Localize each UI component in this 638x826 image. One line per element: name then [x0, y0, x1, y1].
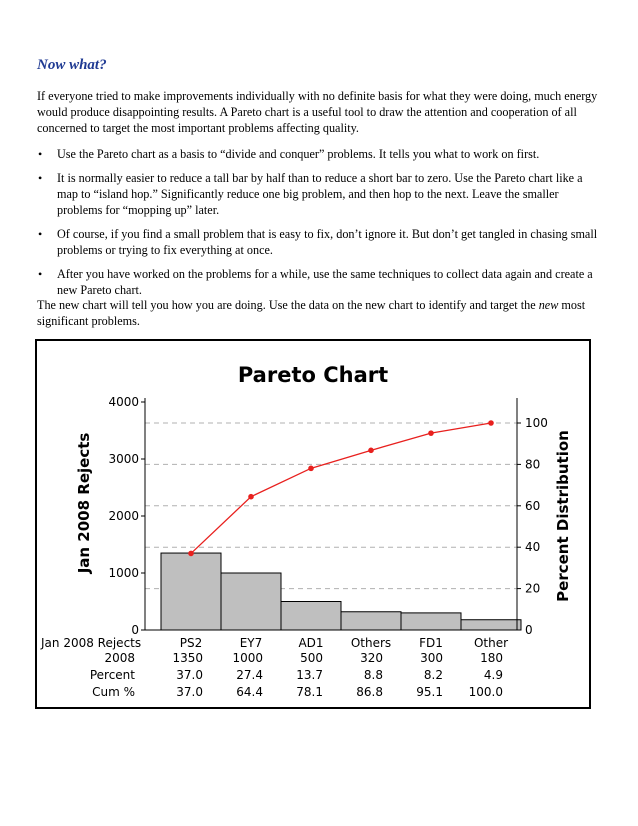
- table-cell: 8.8: [363, 668, 383, 682]
- x-category-label: EY7: [239, 636, 263, 650]
- cumulative-point-ad1: [308, 466, 314, 472]
- bar-ey7: [221, 573, 281, 630]
- y2-tick-label: 100: [525, 416, 548, 430]
- pareto-chart-frame: [35, 339, 591, 709]
- bullet-text: After you have worked on the problems for a while, use the same techniques to collect data again and create a new Pareto chart.: [57, 267, 593, 297]
- y2-tick-label: 80: [525, 457, 541, 472]
- table-cell: 37.0: [176, 685, 203, 699]
- cumulative-percent-line: [191, 423, 491, 553]
- bullet-text: It is normally easier to reduce a tall bar by half than to reduce a short bar to zero. Use the Pareto chart like a map to “island hop.” Significantly reduce one big problem, and then hop to the next. Leave the smaller problems for “mopping up” later.: [57, 171, 583, 217]
- bar-others: [341, 612, 401, 630]
- intro-paragraph: If everyone tried to make improvements individually with no definite basis for what they were doing, much energy would produce disappointing results. A Pareto chart is a useful tool to draw the attention and cooperation of all concerned to target the most important problems affecting quality.: [37, 89, 598, 135]
- y-tick-label: 4000: [108, 395, 139, 409]
- table-row-label: Cum %: [92, 685, 135, 699]
- y-axis-label: Jan 2008 Rejects: [75, 432, 93, 574]
- x-category-label: AD1: [298, 636, 324, 650]
- bullet-text: Use the Pareto chart as a basis to “divide and conquer” problems. It tells you what to work on first.: [57, 147, 540, 161]
- y-tick-label: 1000: [108, 566, 139, 580]
- table-cell: 300: [420, 651, 443, 665]
- x-category-label: PS2: [179, 636, 203, 650]
- bullet-item: [37, 226, 603, 258]
- table-cell: 64.4: [236, 685, 263, 699]
- table-row-label: 2008: [104, 651, 135, 665]
- bar-fd1: [401, 613, 461, 630]
- table-cell: 37.0: [176, 668, 203, 682]
- table-cell: 100.0: [468, 685, 503, 699]
- y-tick-label: 0: [131, 623, 139, 637]
- pareto-chart: [37, 341, 589, 707]
- table-cell: 1000: [232, 651, 263, 665]
- table-cell: 13.7: [296, 668, 323, 682]
- y-tick-label: 2000: [108, 509, 139, 523]
- closing-text-start: The new chart will tell you how you are doing. Use the data on the new chart to identify and target the: [37, 298, 539, 312]
- cumulative-point-ps2: [188, 551, 194, 557]
- cumulative-point-fd1: [428, 430, 434, 436]
- table-cell: 4.9: [483, 668, 503, 682]
- table-cell: 8.2: [423, 668, 443, 682]
- y2-tick-label: 40: [525, 540, 541, 555]
- table-header-label: Jan 2008 Rejects: [41, 636, 142, 650]
- x-category-label: Other: [473, 636, 509, 650]
- bullet-dot-icon: •: [38, 227, 43, 241]
- y2-tick-label: 20: [525, 581, 541, 596]
- closing-emphasis: new: [538, 298, 559, 312]
- bullet-item: [37, 266, 603, 298]
- bar-ps2: [161, 553, 221, 630]
- bullet-dot-icon: •: [38, 267, 43, 281]
- y2-axis-label: Percent Distribution: [554, 430, 572, 602]
- bullet-item: [37, 146, 603, 162]
- chart-title: Pareto Chart: [237, 363, 389, 387]
- bullet-text: Of course, if you find a small problem that is easy to fix, don’t ignore it. But don’t get tangled in chasing small problems or trying to fix everything at once.: [57, 227, 598, 257]
- cumulative-point-others: [368, 448, 374, 454]
- cumulative-point-ey7: [248, 494, 254, 500]
- table-cell: 320: [360, 651, 383, 665]
- y2-tick-label: 60: [525, 498, 541, 513]
- bar-ad1: [281, 602, 341, 631]
- y-tick-label: 3000: [108, 452, 139, 466]
- table-cell: 27.4: [236, 668, 263, 682]
- table-cell: 500: [300, 651, 323, 665]
- x-category-label: Others: [350, 636, 392, 650]
- table-cell: 180: [480, 651, 503, 665]
- bullet-list: [37, 146, 603, 306]
- closing-paragraph: [37, 297, 603, 329]
- bullet-dot-icon: •: [38, 147, 43, 161]
- bar-other: [461, 620, 521, 630]
- section-heading: Now what?: [37, 57, 107, 73]
- table-cell: 1350: [172, 651, 203, 665]
- closing-text-end: most significant problems.: [37, 298, 586, 328]
- bullet-dot-icon: •: [38, 171, 43, 185]
- x-category-label: FD1: [419, 636, 443, 650]
- table-cell: 86.8: [356, 685, 383, 699]
- bullet-item: [37, 170, 603, 218]
- y2-tick-label: 0: [525, 623, 533, 637]
- table-cell: 78.1: [296, 685, 323, 699]
- cumulative-point-other: [488, 420, 494, 426]
- table-row-label: Percent: [89, 668, 135, 682]
- table-cell: 95.1: [416, 685, 443, 699]
